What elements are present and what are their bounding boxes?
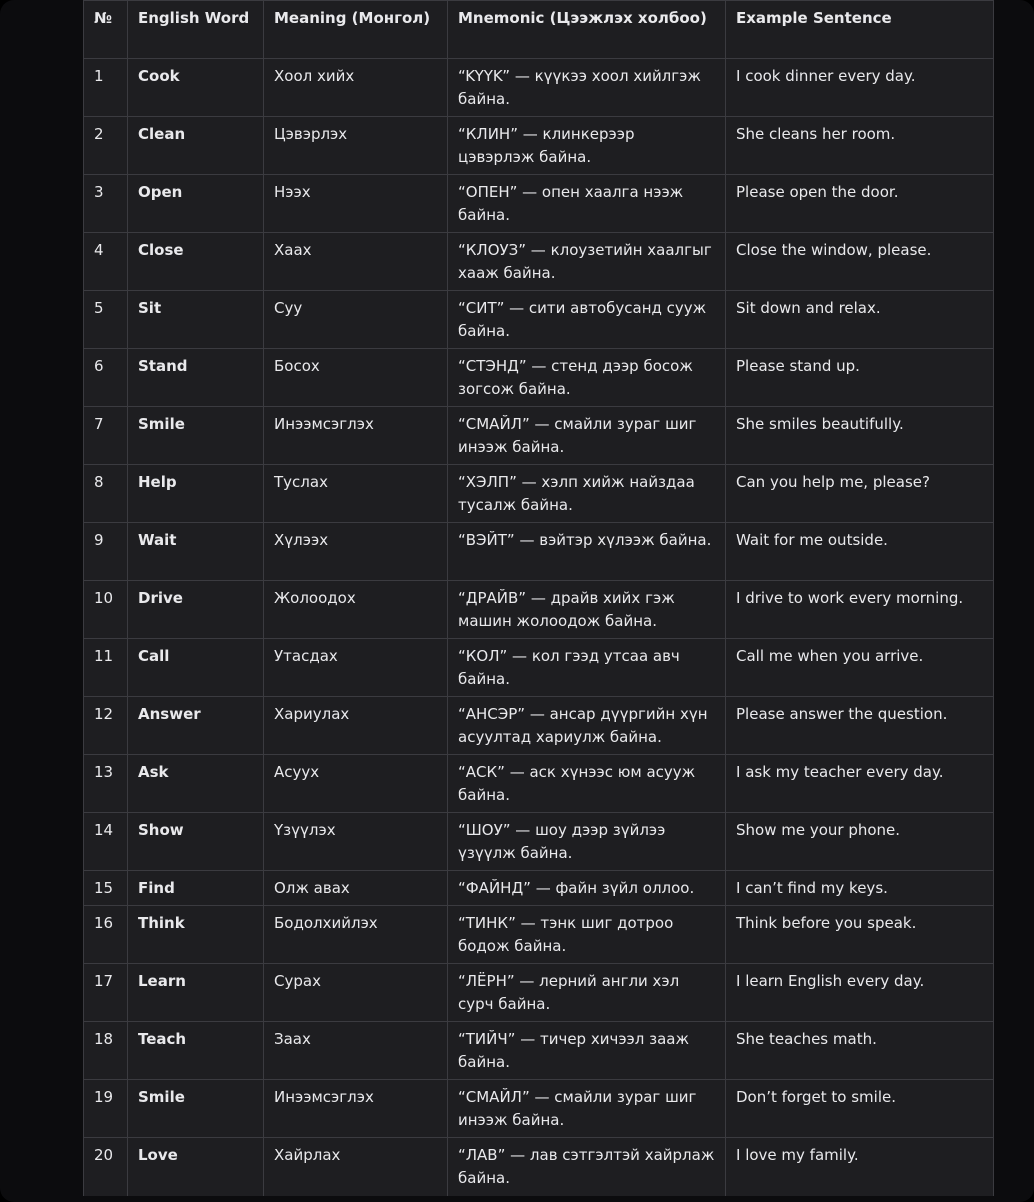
cell-meaning: Бодолхийлэх [264,906,448,964]
cell-meaning: Инээмсэглэх [264,1080,448,1138]
table-row [84,581,994,639]
cell-number: 20 [84,1138,128,1196]
cell-english-word: Teach [128,1022,264,1080]
cell-english-word: Answer [128,697,264,755]
cell-english-word: Cook [128,59,264,117]
cell-meaning: Сурах [264,964,448,1022]
cell-number: 17 [84,964,128,1022]
cell-number: 13 [84,755,128,813]
table-row [84,964,994,1022]
cell-example-sentence: Show me your phone. [726,813,994,871]
cell-example-sentence: Close the window, please. [726,233,994,291]
header-example-sentence: Example Sentence [726,1,994,59]
cell-english-word: Wait [128,523,264,581]
cell-mnemonic: “ОПЕН” — опен хаалга нээж байна. [448,175,726,233]
cell-meaning: Суу [264,291,448,349]
cell-example-sentence: I cook dinner every day. [726,59,994,117]
cell-meaning: Инээмсэглэх [264,407,448,465]
cell-number: 2 [84,117,128,175]
cell-english-word: Sit [128,291,264,349]
cell-english-word: Close [128,233,264,291]
cell-meaning: Хаах [264,233,448,291]
table-row [84,117,994,175]
cell-number: 10 [84,581,128,639]
cell-meaning: Утасдах [264,639,448,697]
cell-meaning: Хоол хийх [264,59,448,117]
cell-meaning: Босох [264,349,448,407]
cell-meaning: Үзүүлэх [264,813,448,871]
cell-example-sentence: Please stand up. [726,349,994,407]
cell-english-word: Smile [128,1080,264,1138]
cell-number: 8 [84,465,128,523]
cell-example-sentence: She smiles beautifully. [726,407,994,465]
table-row [84,233,994,291]
cell-mnemonic: “ТИЙЧ” — тичер хичээл зааж байна. [448,1022,726,1080]
table-row [84,465,994,523]
cell-number: 1 [84,59,128,117]
cell-example-sentence: I love my family. [726,1138,994,1196]
table-body [84,59,994,1196]
table-row [84,755,994,813]
cell-english-word: Drive [128,581,264,639]
cell-number: 15 [84,871,128,906]
header-english-word: English Word [128,1,264,59]
cell-mnemonic: “АНСЭР” — ансар дүүргийн хүн асуултад хариулж байна. [448,697,726,755]
cell-example-sentence: Can you help me, please? [726,465,994,523]
table-row [84,697,994,755]
cell-english-word: Clean [128,117,264,175]
table-row [84,639,994,697]
cell-number: 9 [84,523,128,581]
cell-mnemonic: “ЛАВ” — лав сэтгэлтэй хайрлаж байна. [448,1138,726,1196]
header-meaning: Meaning (Монгол) [264,1,448,59]
cell-mnemonic: “ЛЁРН” — лерний англи хэл сурч байна. [448,964,726,1022]
cell-english-word: Show [128,813,264,871]
cell-mnemonic: “ФАЙНД” — файн зүйл оллоо. [448,871,726,906]
table-row [84,349,994,407]
table-row [84,291,994,349]
cell-meaning: Цэвэрлэх [264,117,448,175]
cell-example-sentence: She teaches math. [726,1022,994,1080]
cell-meaning: Хайрлах [264,1138,448,1196]
header-number: № [84,1,128,59]
cell-meaning: Олж авах [264,871,448,906]
cell-mnemonic: “ВЭЙТ” — вэйтэр хүлээж байна. [448,523,726,581]
vocabulary-table [83,0,994,1196]
cell-mnemonic: “АСК” — аск хүнээс юм асууж байна. [448,755,726,813]
table-row [84,906,994,964]
cell-meaning: Жолоодох [264,581,448,639]
cell-mnemonic: “KYYK” — күүкээ хоол хийлгэж байна. [448,59,726,117]
cell-mnemonic: “КЛИН” — клинкерээр цэвэрлэж байна. [448,117,726,175]
cell-meaning: Туслах [264,465,448,523]
cell-example-sentence: Sit down and relax. [726,291,994,349]
cell-number: 6 [84,349,128,407]
cell-mnemonic: “СМАЙЛ” — смайли зураг шиг инээж байна. [448,407,726,465]
cell-example-sentence: Think before you speak. [726,906,994,964]
cell-number: 18 [84,1022,128,1080]
cell-english-word: Learn [128,964,264,1022]
header-mnemonic: Mnemonic (Цээжлэх холбоо) [448,1,726,59]
table-row [84,1022,994,1080]
cell-mnemonic: “ТИНК” — тэнк шиг дотроо бодож байна. [448,906,726,964]
cell-english-word: Find [128,871,264,906]
table-row [84,523,994,581]
cell-example-sentence: Please open the door. [726,175,994,233]
table-row [84,59,994,117]
cell-number: 11 [84,639,128,697]
cell-number: 5 [84,291,128,349]
cell-english-word: Smile [128,407,264,465]
cell-meaning: Асуух [264,755,448,813]
cell-number: 12 [84,697,128,755]
cell-example-sentence: I can’t find my keys. [726,871,994,906]
cell-mnemonic: “СМАЙЛ” — смайли зураг шиг инээж байна. [448,1080,726,1138]
cell-example-sentence: Please answer the question. [726,697,994,755]
table-row [84,813,994,871]
cell-english-word: Stand [128,349,264,407]
cell-english-word: Ask [128,755,264,813]
cell-example-sentence: I ask my teacher every day. [726,755,994,813]
cell-mnemonic: “КОЛ” — кол гээд утсаа авч байна. [448,639,726,697]
cell-mnemonic: “ДРАЙВ” — драйв хийх гэж машин жолоодож байна. [448,581,726,639]
cell-english-word: Love [128,1138,264,1196]
cell-number: 14 [84,813,128,871]
cell-mnemonic: “СИТ” — сити автобусанд сууж байна. [448,291,726,349]
table-row [84,871,994,906]
table-row [84,407,994,465]
cell-meaning: Хүлээх [264,523,448,581]
cell-meaning: Заах [264,1022,448,1080]
cell-english-word: Open [128,175,264,233]
cell-meaning: Хариулах [264,697,448,755]
cell-number: 3 [84,175,128,233]
cell-example-sentence: She cleans her room. [726,117,994,175]
cell-number: 19 [84,1080,128,1138]
cell-example-sentence: I learn English every day. [726,964,994,1022]
table-row [84,1080,994,1138]
cell-english-word: Help [128,465,264,523]
cell-example-sentence: I drive to work every morning. [726,581,994,639]
table-row [84,1138,994,1196]
cell-example-sentence: Call me when you arrive. [726,639,994,697]
cell-example-sentence: Wait for me outside. [726,523,994,581]
table-header-row [84,1,994,59]
table-row [84,175,994,233]
cell-number: 7 [84,407,128,465]
cell-english-word: Call [128,639,264,697]
cell-meaning: Нээх [264,175,448,233]
cell-number: 16 [84,906,128,964]
cell-mnemonic: “ШОУ” — шоу дээр зүйлээ үзүүлж байна. [448,813,726,871]
cell-mnemonic: “ХЭЛП” — хэлп хийж найздаа тусалж байна. [448,465,726,523]
cell-mnemonic: “КЛОУЗ” — клоузетийн хаалгыг хааж байна. [448,233,726,291]
cell-english-word: Think [128,906,264,964]
cell-example-sentence: Don’t forget to smile. [726,1080,994,1138]
cell-number: 4 [84,233,128,291]
cell-mnemonic: “СТЭНД” — стенд дээр босож зогсож байна. [448,349,726,407]
